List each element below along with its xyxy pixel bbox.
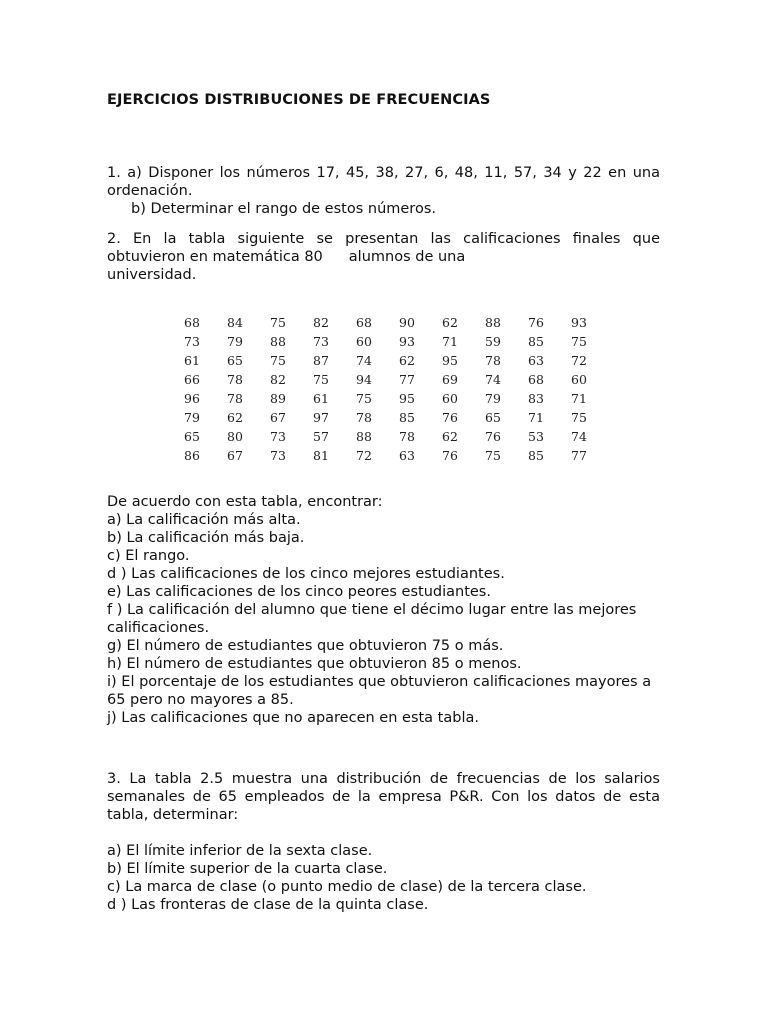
question-2 (107, 230, 660, 284)
grade-cell: 75 (270, 353, 286, 368)
question-3-item: d ) Las fronteras de clase de la quinta clase. (107, 897, 429, 913)
grade-cell: 73 (270, 429, 286, 444)
grade-cell: 62 (442, 315, 458, 330)
grade-cell: 93 (571, 315, 587, 330)
grade-cell: 74 (485, 372, 501, 387)
grade-cell: 71 (528, 410, 544, 425)
question-3-item: b) El límite superior de la cuarta clase. (107, 861, 388, 877)
grade-cell: 75 (485, 448, 501, 463)
question-2-intro-line-3: universidad. (107, 267, 197, 283)
grade-cell: 69 (442, 372, 458, 387)
grade-cell: 75 (313, 372, 329, 387)
grades-row (184, 351, 614, 370)
grade-cell: 74 (571, 429, 587, 444)
grade-cell: 59 (485, 334, 501, 349)
grade-cell: 95 (442, 353, 458, 368)
grades-row (184, 332, 614, 351)
grade-cell: 66 (184, 372, 200, 387)
grade-cell: 68 (184, 315, 200, 330)
question-3-items (107, 842, 660, 914)
grade-cell: 63 (528, 353, 544, 368)
grade-cell: 85 (528, 334, 544, 349)
grade-cell: 76 (442, 410, 458, 425)
grade-cell: 76 (442, 448, 458, 463)
grade-cell: 87 (313, 353, 329, 368)
grade-cell: 96 (184, 391, 200, 406)
grades-row (184, 313, 614, 332)
question-3-item: a) El límite inferior de la sexta clase. (107, 843, 373, 859)
grade-cell: 60 (442, 391, 458, 406)
grade-cell: 78 (227, 372, 243, 387)
question-2-prompt: De acuerdo con esta tabla, encontrar: (107, 494, 383, 510)
grade-cell: 75 (571, 334, 587, 349)
grade-cell: 73 (270, 448, 286, 463)
grade-cell: 68 (356, 315, 372, 330)
grade-cell: 89 (270, 391, 286, 406)
grade-cell: 77 (399, 372, 415, 387)
question-2-intro-line-2-right: alumnos de una (348, 249, 466, 265)
grade-cell: 72 (356, 448, 372, 463)
question-3-intro: 3. La tabla 2.5 muestra una distribución de frecuencias de los salarios semanales de 65 empleados de la empresa P&R. Con los datos de esta tabla, determinar: (107, 771, 660, 823)
grade-cell: 88 (485, 315, 501, 330)
grades-table (184, 313, 614, 465)
grade-cell: 65 (184, 429, 200, 444)
grade-cell: 62 (442, 429, 458, 444)
grade-cell: 72 (571, 353, 587, 368)
grade-cell: 67 (270, 410, 286, 425)
grade-cell: 60 (571, 372, 587, 387)
question-1-b: b) Determinar el rango de estos números. (131, 201, 436, 217)
question-2-item: c) El rango. (107, 548, 190, 564)
question-2-item: f ) La calificación del alumno que tiene el décimo lugar entre las mejores calificaciones. (107, 602, 637, 636)
grade-cell: 78 (399, 429, 415, 444)
grade-cell: 67 (227, 448, 243, 463)
question-2-item: b) La calificación más baja. (107, 530, 305, 546)
grade-cell: 97 (313, 410, 329, 425)
grade-cell: 63 (399, 448, 415, 463)
grade-cell: 68 (528, 372, 544, 387)
grade-cell: 82 (270, 372, 286, 387)
grade-cell: 62 (399, 353, 415, 368)
grade-cell: 61 (184, 353, 200, 368)
question-2-intro-line-2 (107, 248, 660, 266)
grade-cell: 74 (356, 353, 372, 368)
grade-cell: 53 (528, 429, 544, 444)
grade-cell: 75 (270, 315, 286, 330)
question-2-item: g) El número de estudiantes que obtuvieron 75 o más. (107, 638, 504, 654)
grade-cell: 84 (227, 315, 243, 330)
grades-row (184, 408, 614, 427)
document-title: EJERCICIOS DISTRIBUCIONES DE FRECUENCIAS (107, 92, 491, 108)
grade-cell: 79 (184, 410, 200, 425)
question-2-item: j) Las calificaciones que no aparecen en esta tabla. (107, 710, 479, 726)
grade-cell: 76 (485, 429, 501, 444)
grade-cell: 95 (399, 391, 415, 406)
grade-cell: 76 (528, 315, 544, 330)
grade-cell: 78 (485, 353, 501, 368)
grade-cell: 65 (227, 353, 243, 368)
grade-cell: 85 (399, 410, 415, 425)
grade-cell: 79 (227, 334, 243, 349)
grade-cell: 90 (399, 315, 415, 330)
question-2-intro-line-2-left: obtuvieron en matemática 80 (107, 249, 323, 265)
question-1-a: 1. a) Disponer los números 17, 45, 38, 27, 6, 48, 11, 57, 34 y 22 en una ordenación. (107, 165, 660, 199)
grade-cell: 78 (227, 391, 243, 406)
grade-cell: 88 (356, 429, 372, 444)
grade-cell: 71 (571, 391, 587, 406)
grade-cell: 86 (184, 448, 200, 463)
question-3-item: c) La marca de clase (o punto medio de clase) de la tercera clase. (107, 879, 587, 895)
grades-row (184, 446, 614, 465)
grade-cell: 79 (485, 391, 501, 406)
question-1 (107, 164, 660, 218)
question-2-item: d ) Las calificaciones de los cinco mejores estudiantes. (107, 566, 505, 582)
grade-cell: 65 (485, 410, 501, 425)
grades-row (184, 370, 614, 389)
question-2-item: e) Las calificaciones de los cinco peores estudiantes. (107, 584, 491, 600)
grade-cell: 80 (227, 429, 243, 444)
grade-cell: 93 (399, 334, 415, 349)
grade-cell: 71 (442, 334, 458, 349)
grade-cell: 73 (184, 334, 200, 349)
grade-cell: 73 (313, 334, 329, 349)
grade-cell: 81 (313, 448, 329, 463)
grade-cell: 82 (313, 315, 329, 330)
question-2-items (107, 493, 660, 727)
grade-cell: 83 (528, 391, 544, 406)
grade-cell: 60 (356, 334, 372, 349)
grade-cell: 75 (571, 410, 587, 425)
grade-cell: 57 (313, 429, 329, 444)
grade-cell: 94 (356, 372, 372, 387)
grades-row (184, 427, 614, 446)
question-2-item: h) El número de estudiantes que obtuvieron 85 o menos. (107, 656, 522, 672)
question-3 (107, 770, 660, 824)
question-2-intro-line-1: 2. En la tabla siguiente se presentan las calificaciones finales que (107, 231, 660, 247)
grade-cell: 62 (227, 410, 243, 425)
question-2-item: a) La calificación más alta. (107, 512, 301, 528)
grade-cell: 61 (313, 391, 329, 406)
grade-cell: 75 (356, 391, 372, 406)
grade-cell: 78 (356, 410, 372, 425)
grade-cell: 85 (528, 448, 544, 463)
grade-cell: 77 (571, 448, 587, 463)
question-2-item: i) El porcentaje de los estudiantes que obtuvieron calificaciones mayores a 65 pero no mayores a 85. (107, 674, 652, 708)
grade-cell: 88 (270, 334, 286, 349)
grades-row (184, 389, 614, 408)
